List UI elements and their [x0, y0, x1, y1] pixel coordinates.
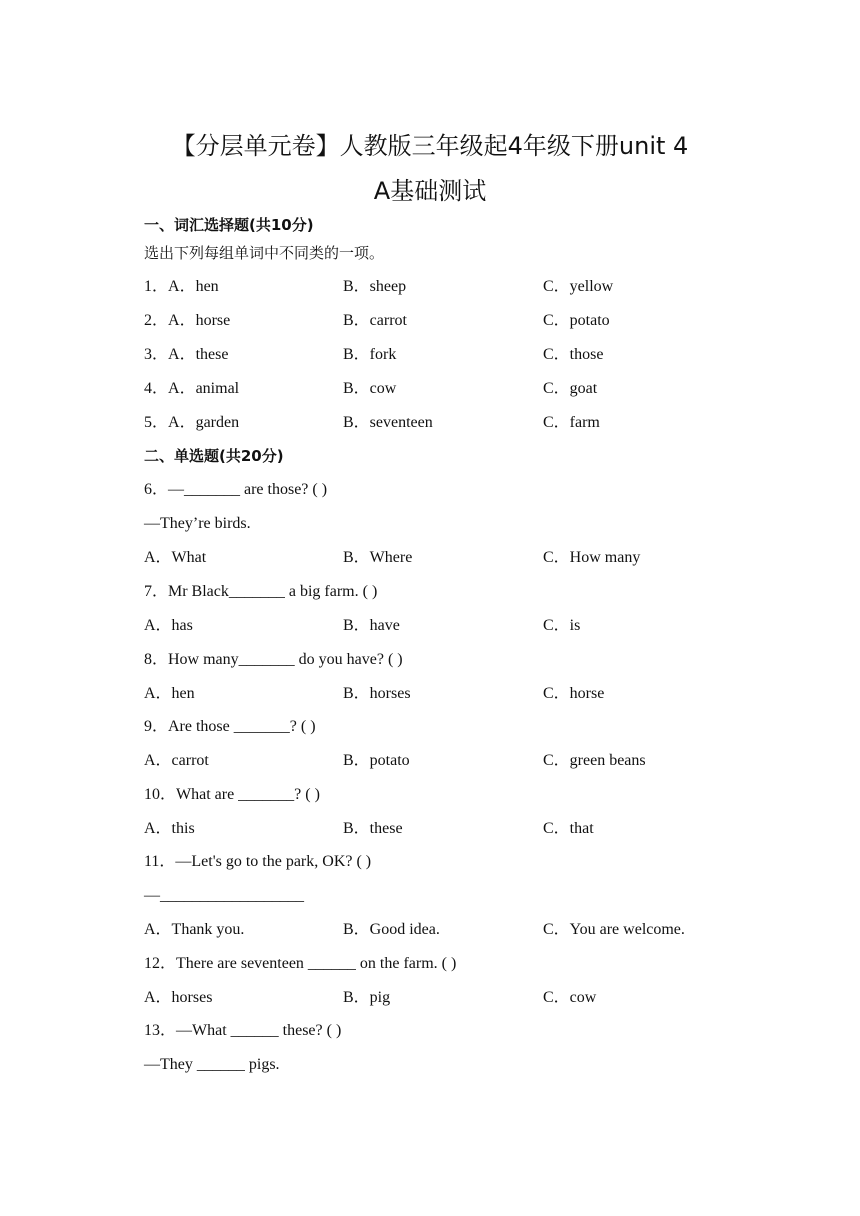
- q2-option-b: B．carrot: [343, 312, 407, 329]
- q6-answer-line: —They’re birds.: [144, 515, 251, 532]
- q2-option-c: C．potato: [543, 312, 610, 329]
- section-2-heading: 二、单选题(共20分): [144, 447, 284, 465]
- q6-stem: 6．—_______ are those? ( ): [144, 481, 328, 498]
- q11-stem: 11．—Let's go to the park, OK? ( ): [144, 853, 372, 870]
- q3-option-c: C．those: [543, 346, 604, 363]
- q11-option-a: A．Thank you.: [144, 921, 245, 938]
- q6-option-a: A．What: [144, 549, 207, 566]
- q10-option-c: C．that: [543, 820, 594, 837]
- page-title-line-2: A基础测试: [373, 177, 487, 205]
- q1-number: 1．: [144, 278, 169, 295]
- section-1-instruction: 选出下列每组单词中不同类的一项。: [144, 244, 385, 262]
- q5-number: 5．: [144, 414, 169, 431]
- q10-option-a: A．this: [144, 820, 195, 837]
- q9-option-b: B．potato: [343, 752, 410, 769]
- q4-number: 4．: [144, 380, 169, 397]
- q3-option-a: 3．A．these: [144, 346, 229, 363]
- q7-option-a: A．has: [144, 617, 193, 634]
- q2-option-a: 2．A．horse: [144, 312, 231, 329]
- q11-option-b: B．Good idea.: [343, 921, 440, 938]
- q7-option-b: B．have: [343, 617, 400, 634]
- q1-option-c: C．yellow: [543, 278, 614, 295]
- q6-option-b: B．Where: [343, 549, 413, 566]
- q5-option-b: B．seventeen: [343, 414, 433, 431]
- page-title-line-1: 【分层单元卷】人教版三年级起4年级下册unit 4: [171, 132, 689, 160]
- q12-option-c: C．cow: [543, 989, 597, 1006]
- q9-stem: 9．Are those _______? ( ): [144, 718, 316, 735]
- q9-option-c: C．green beans: [543, 752, 646, 769]
- q12-option-b: B．pig: [343, 989, 391, 1006]
- q7-option-c: C．is: [543, 617, 581, 634]
- q11-answer-line: —__________________: [144, 887, 304, 904]
- q9-option-a: A．carrot: [144, 752, 209, 769]
- q7-stem: 7．Mr Black_______ a big farm. ( ): [144, 583, 378, 600]
- q8-option-c: C．horse: [543, 685, 605, 702]
- q8-option-b: B．horses: [343, 685, 411, 702]
- q6-option-c: C．How many: [543, 549, 641, 566]
- q2-number: 2．: [144, 312, 169, 329]
- q4-option-b: B．cow: [343, 380, 397, 397]
- q5-option-c: C．farm: [543, 414, 600, 431]
- q4-option-a: 4．A．animal: [144, 380, 240, 397]
- q4-option-c: C．goat: [543, 380, 598, 397]
- q8-option-a: A．hen: [144, 685, 195, 702]
- q13-answer-line: —They ______ pigs.: [144, 1056, 280, 1073]
- q13-stem: 13．—What ______ these? ( ): [144, 1022, 342, 1039]
- q1-option-a: 1．A．hen: [144, 278, 219, 295]
- q12-stem: 12．There are seventeen ______ on the farm. ( ): [144, 955, 457, 972]
- q11-option-c: C．You are welcome.: [543, 921, 685, 938]
- q3-option-b: B．fork: [343, 346, 397, 363]
- q8-stem: 8．How many_______ do you have? ( ): [144, 651, 403, 668]
- q10-stem: 10．What are _______? ( ): [144, 786, 320, 803]
- q1-option-b: B．sheep: [343, 278, 407, 295]
- q12-option-a: A．horses: [144, 989, 213, 1006]
- q5-option-a: 5．A．garden: [144, 414, 240, 431]
- q10-option-b: B．these: [343, 820, 403, 837]
- q3-number: 3．: [144, 346, 169, 363]
- section-1-heading: 一、词汇选择题(共10分): [144, 216, 314, 234]
